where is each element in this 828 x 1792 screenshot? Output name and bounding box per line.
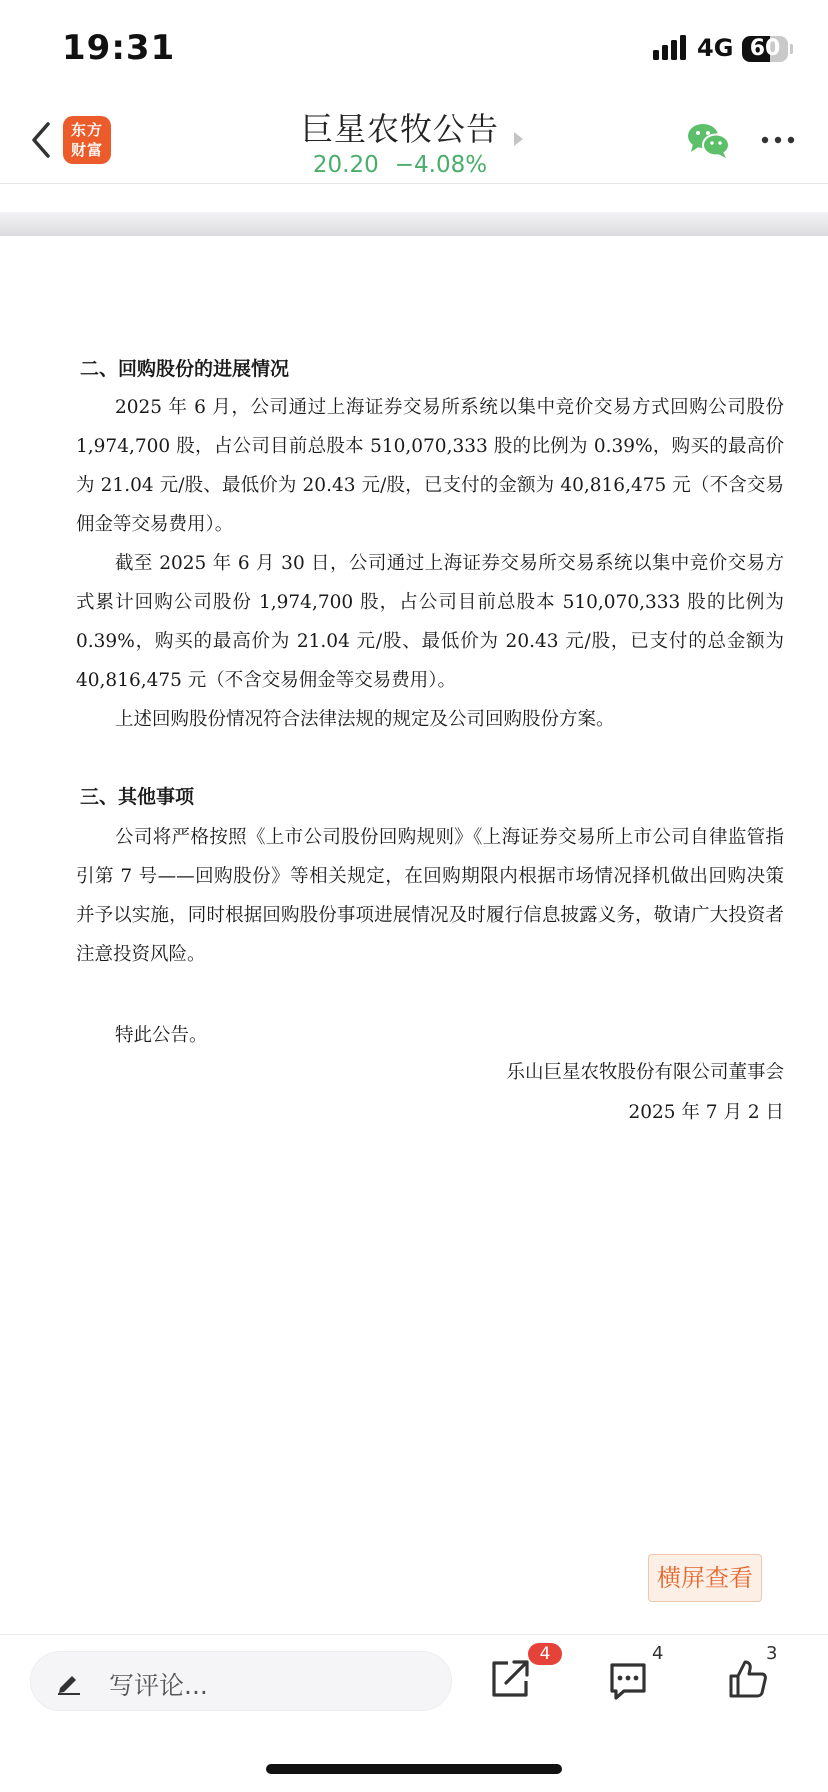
network-type: 4G (697, 34, 734, 62)
section-3-paragraph-1: 公司将严格按照《上市公司股份回购规则》《上海证券交易所上市公司自律监管指引第 7 号——回购股份》等相关规定，在回购期限内根据市场情况择机做出回购决策并予以实施，同时根据回购股份事项进展情况及时履行信息披露义务，敬请广大投资者注意投资风险。 (76, 827, 784, 965)
comment-count: 4 (652, 1643, 664, 1664)
signatory: 乐山巨星农牧股份有限公司董事会 (506, 1062, 784, 1083)
logo-line-2: 财富 (70, 141, 103, 159)
eastmoney-logo[interactable] (63, 116, 111, 164)
stock-price: 20.20 (312, 152, 379, 178)
stock-quote (250, 152, 550, 178)
closing-statement: 特此公告。 (115, 1025, 208, 1046)
back-icon[interactable] (22, 116, 62, 164)
section-2-paragraph-3: 上述回购股份情况符合法律法规的规定及公司回购股份方案。 (115, 709, 615, 730)
battery-tip (790, 44, 793, 54)
stock-title[interactable] (250, 104, 550, 178)
status-bar (0, 0, 828, 100)
share-icon[interactable] (488, 1657, 532, 1701)
battery-level: 60 (749, 36, 781, 61)
announcement-date: 2025 年 7 月 2 日 (628, 1102, 784, 1123)
section-2-paragraph-1: 2025 年 6 月，公司通过上海证券交易所系统以集中竞价交易方式回购公司股份 1,974,700 股，占公司目前总股本 510,070,333 股的比例为 0.39%，购买的最高价为 21.04 元/股、最低价为 20.43 元/股，已支付的金额为 40,816,475 元（不含交易佣金等交易费用）。 (76, 397, 784, 535)
battery-icon (742, 36, 788, 62)
more-icon[interactable] (760, 130, 796, 150)
section-divider (0, 212, 828, 236)
wechat-icon[interactable] (686, 120, 730, 160)
like-count: 3 (766, 1643, 778, 1664)
section-2-heading: 二、回购股份的进展情况 (80, 358, 290, 380)
comment-placeholder: 写评论... (109, 1671, 208, 1700)
signal-icon (652, 34, 692, 62)
pen-icon (55, 1668, 83, 1696)
status-time: 19:31 (62, 28, 176, 68)
home-indicator (266, 1764, 562, 1774)
title-caret-icon (514, 132, 523, 146)
comment-icon[interactable] (606, 1659, 650, 1703)
landscape-view-button[interactable]: 横屏查看 (648, 1554, 762, 1602)
section-3-heading: 三、其他事项 (80, 786, 195, 808)
share-badge: 4 (528, 1643, 562, 1665)
nav-bar (0, 100, 828, 184)
section-2-paragraph-2: 截至 2025 年 6 月 30 日，公司通过上海证券交易所交易系统以集中竞价交易方式累计回购公司股份 1,974,700 股，占公司目前总股本 510,070,333 股的比例为 0.39%，购买的最高价为 21.04 元/股、最低价为 20.43 元/股，已支付的总金额为 40,816,475 元（不含交易佣金等交易费用）。 (76, 553, 784, 691)
comment-input[interactable] (30, 1651, 452, 1711)
page-title: 巨星农牧公告 (300, 110, 499, 148)
thumbs-up-icon[interactable] (726, 1657, 770, 1701)
stock-change: −4.08% (394, 152, 488, 178)
logo-line-1: 东方 (70, 121, 103, 139)
